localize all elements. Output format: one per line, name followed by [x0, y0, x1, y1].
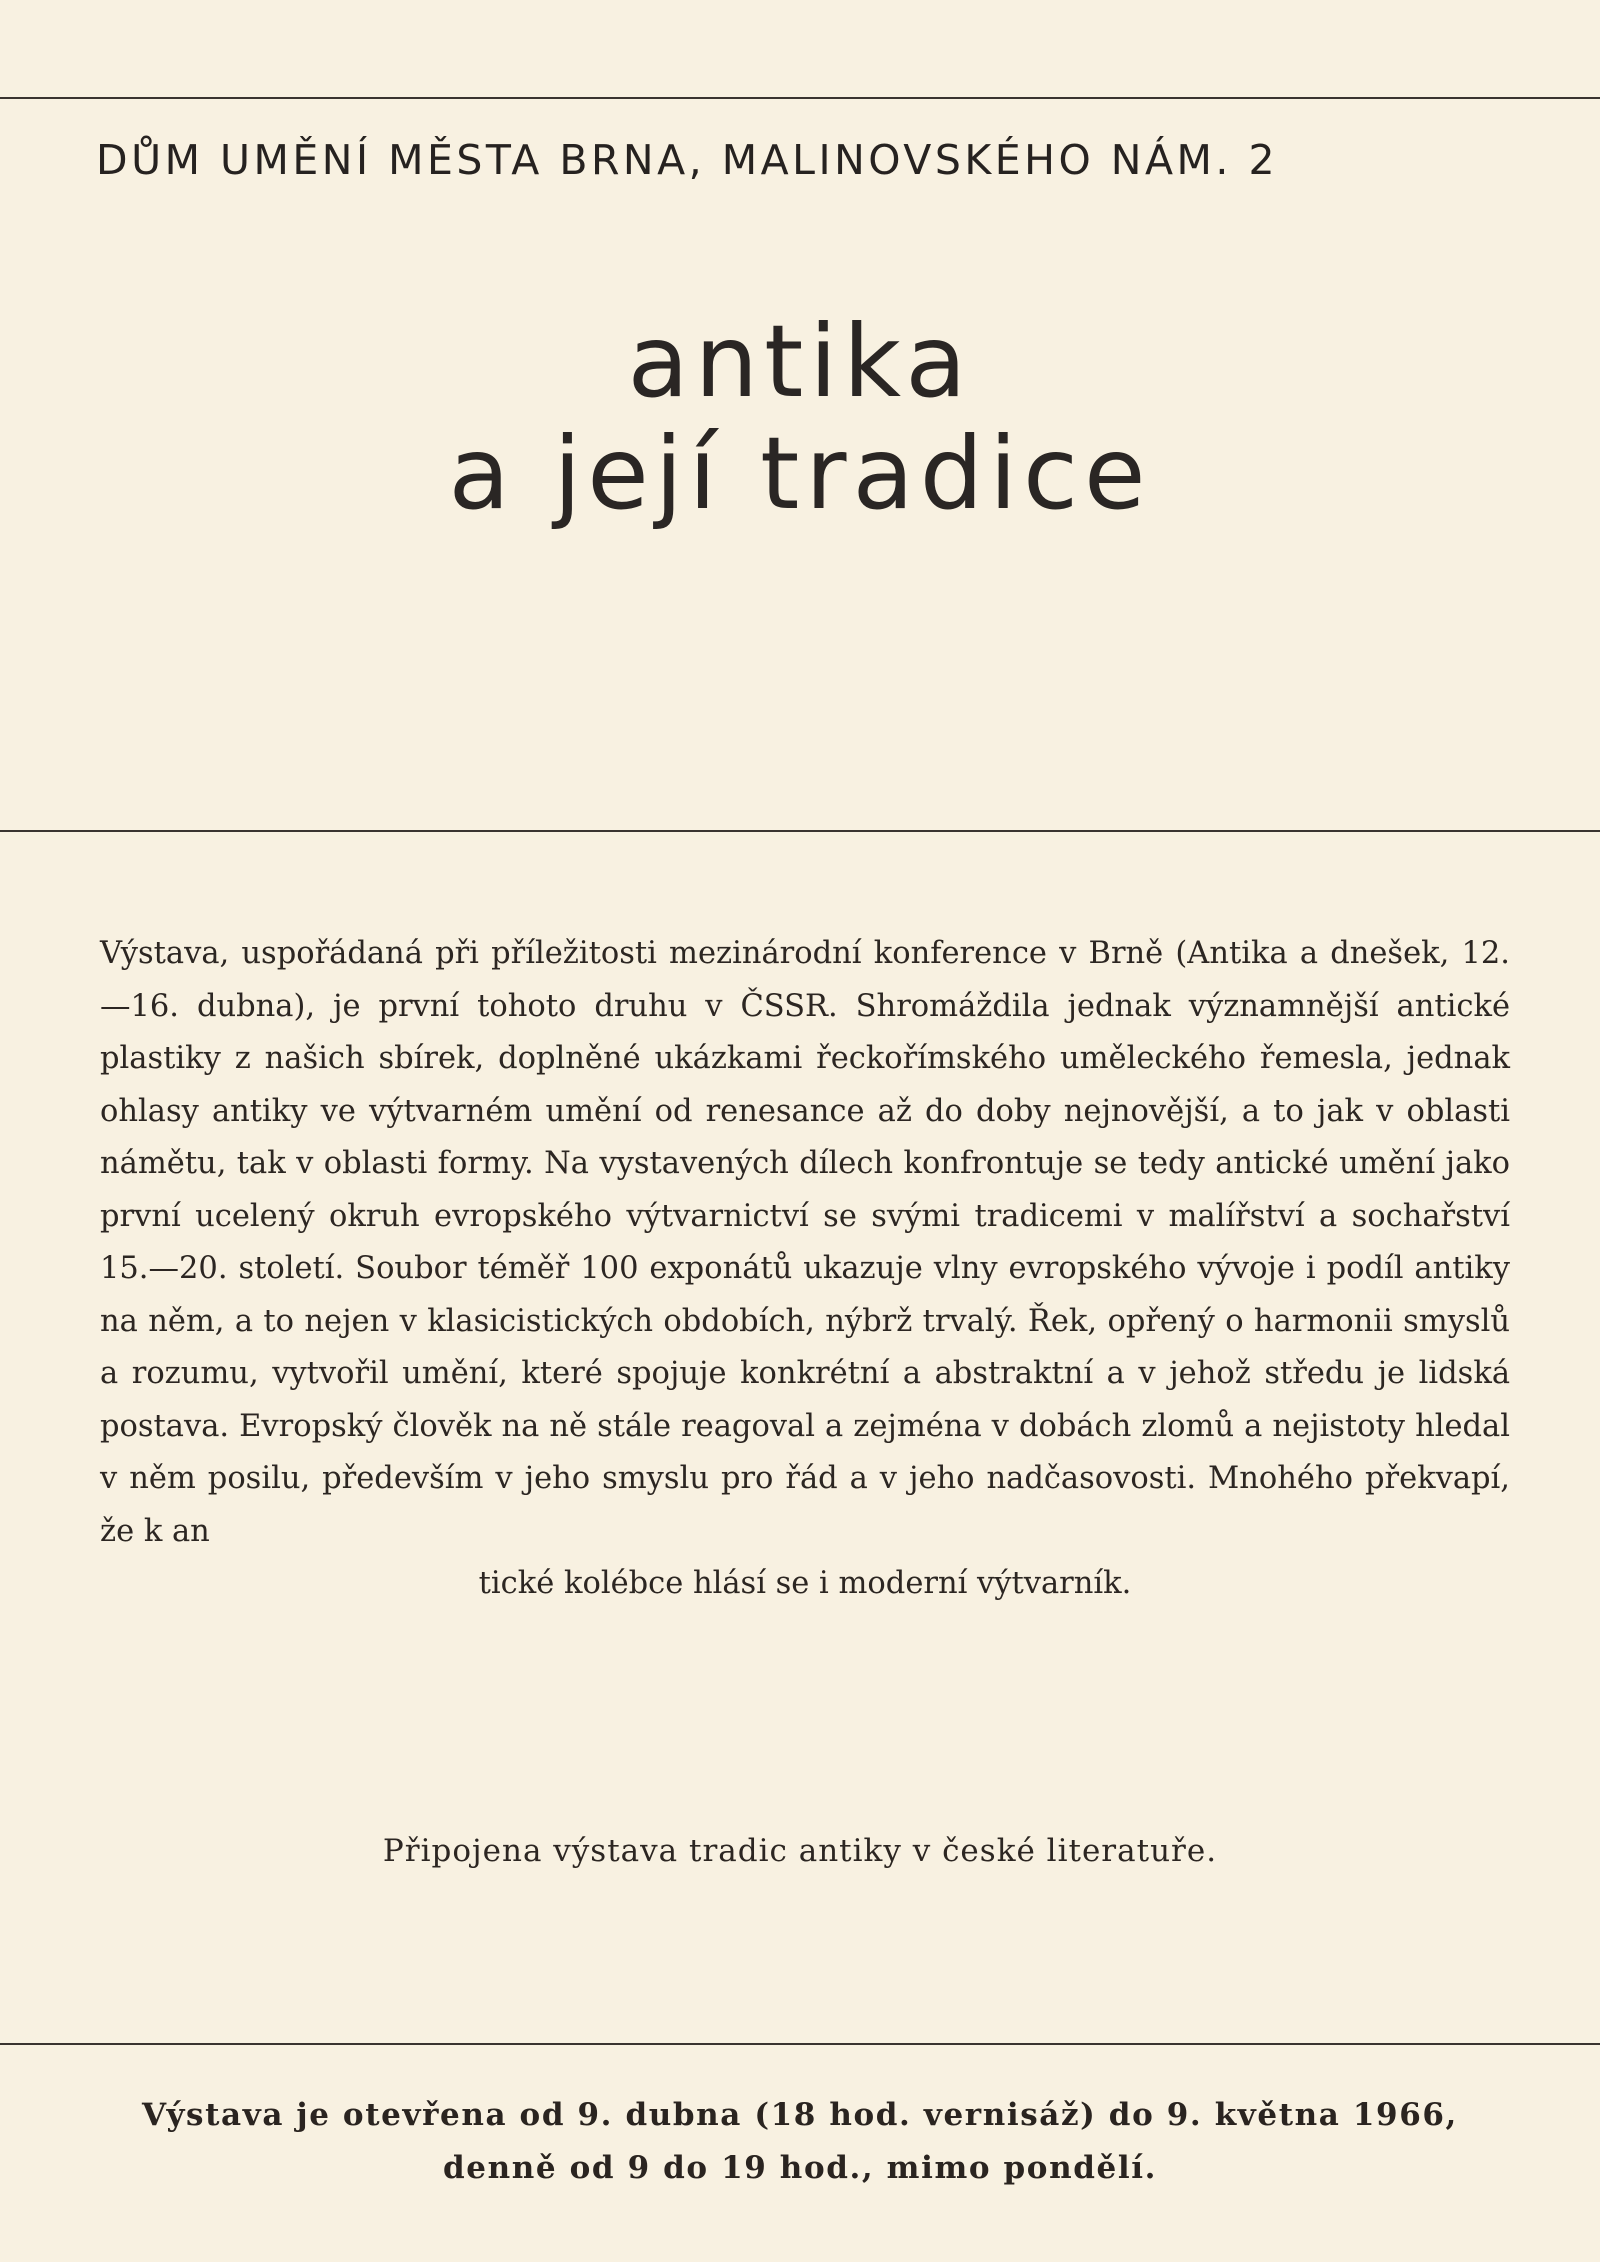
opening-hours-line-2: denně od 9 do 19 hod., mimo pondělí. — [443, 2150, 1157, 2186]
description-last-line: tické kolébce hlásí se i moderní výtvarník. — [478, 1566, 1132, 1601]
opening-hours-line-1: Výstava je otevřena od 9. dubna (18 hod. vernisáž) do 9. května 1966, — [142, 2097, 1458, 2133]
top-rule — [0, 97, 1600, 99]
bottom-rule — [0, 2043, 1600, 2045]
appendix-note: Připojena výstava tradic antiky v české literatuře. — [382, 1833, 1218, 1869]
title-line-2: a její tradice — [448, 415, 1152, 532]
middle-rule — [0, 830, 1600, 832]
description-text: Výstava, uspořádaná při příležitosti mezinárodní konference v Brně (Antika a dnešek, 12.—16. dubna), je první tohoto druhu v ČSSR. Shromáždila jednak významnější antické plastiky z našich sbírek, doplněné ukázkami řeckořímského uměleckého řemesla, jednak ohlasy antiky ve výtvarném umění od renesance až do doby nejnovější, a to jak v oblasti námětu, tak v oblasti formy. Na vystavených dílech konfrontuje se tedy antické umění jako první ucelený okruh evropského výtvarnictví se svými tradicemi v malířství a sochařství 15.—20. století. Soubor téměř 100 exponátů ukazuje vlny evropského vývoje i podíl antiky na něm, a to nejen v klasicistických obdobích, nýbrž trvalý. Řek, opřený o harmonii smyslů a rozumu, vytvořil umění, které spojuje konkrétní a abstraktní a v jehož středu je lidská postava. Evropský člověk na ně stále reagoval a zejména v dobách zlomů a nejistoty hledal v něm posilu, především v jeho smyslu pro řád a v jeho nadčasovosti. Mnohého překvapí, že k an — [100, 936, 1510, 1549]
title-line-1: antika — [627, 303, 973, 420]
description-paragraph — [100, 928, 1510, 1611]
venue-header: DŮM UMĚNÍ MĚSTA BRNA, MALINOVSKÉHO NÁM. 2 — [96, 136, 1279, 184]
